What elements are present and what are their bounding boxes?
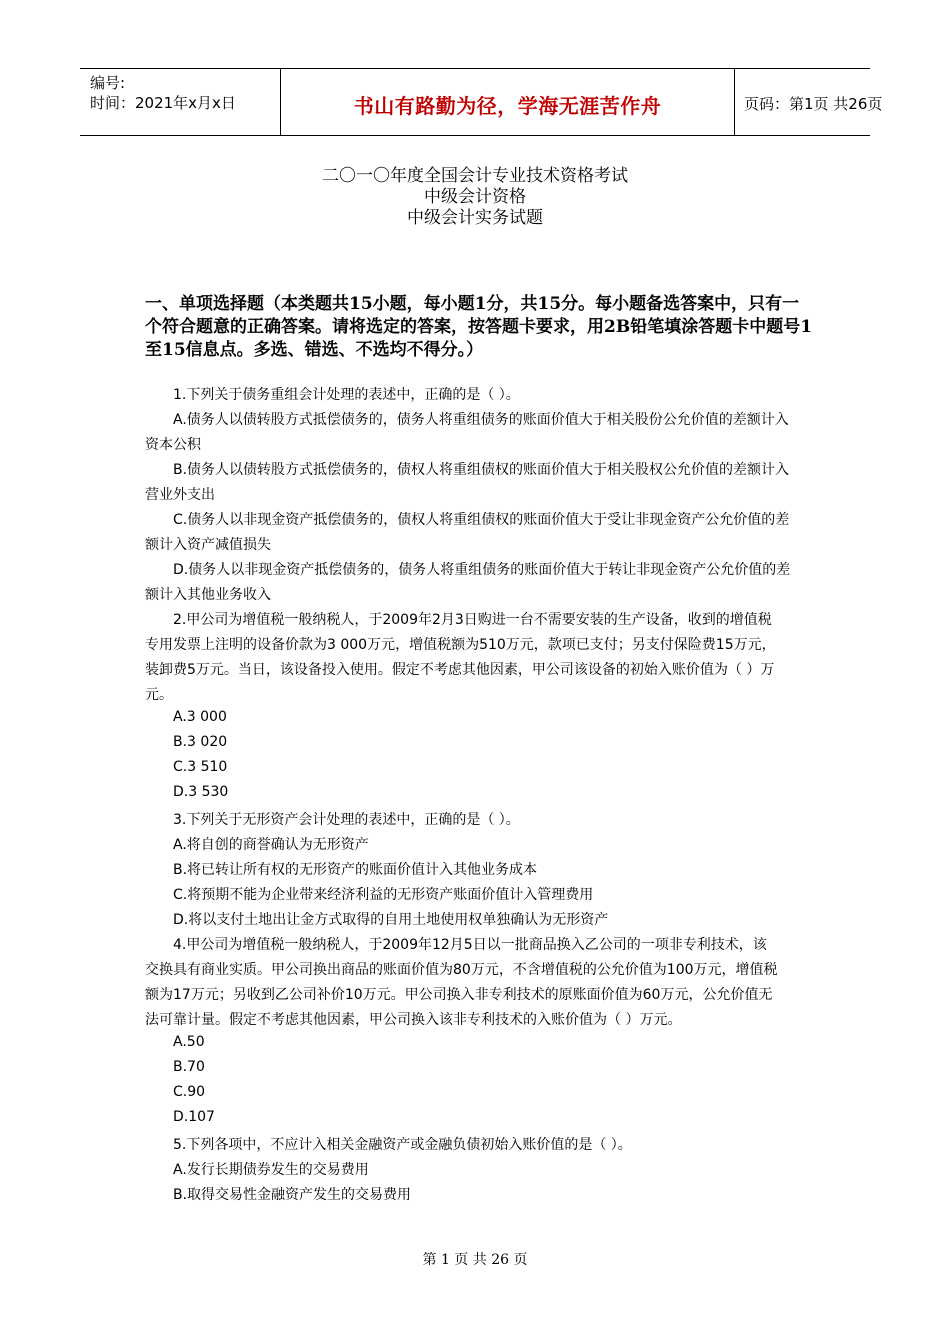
- option-1c-cont: 额计入资产减值损失: [145, 537, 271, 553]
- option-4b: B.70: [173, 1059, 205, 1075]
- serial-label: 编号:: [90, 74, 126, 92]
- header-meta-cell: [80, 69, 281, 135]
- exam-subtitle: 中级会计资格: [424, 187, 526, 207]
- option-2c: C.3 510: [173, 759, 228, 775]
- motto: 书山有路勤为径，学海无涯苦作舟: [353, 94, 662, 118]
- header-table: [80, 68, 883, 136]
- question-4: 4.甲公司为增值税一般纳税人，于2009年12月5日以一批商品换入乙公司的一项非专利技术，该: [173, 937, 767, 953]
- question-5: 5.下列各项中，不应计入相关金融资产或金融负债初始入账价值的是（ ）。: [173, 1137, 632, 1153]
- question-2-cont-3: 元。: [145, 687, 173, 703]
- time-label: 时间：2021年x月x日: [90, 94, 236, 112]
- question-1: 1.下列关于债务重组会计处理的表述中，正确的是（ ）。: [173, 387, 520, 403]
- question-2: 2.甲公司为增值税一般纳税人，于2009年2月3日购进一台不需要安装的生产设备，收到的增值税: [173, 612, 772, 628]
- option-3a: A.将自创的商誉确认为无形资产: [173, 837, 369, 853]
- question-4-cont-2: 额为17万元；另收到乙公司补价10万元。甲公司换入非专利技术的原账面价值为60万元，公允价值无: [145, 987, 773, 1003]
- option-5a: A.发行长期债券发生的交易费用: [173, 1162, 369, 1178]
- option-1a: A.债务人以债转股方式抵偿债务的，债务人将重组债务的账面价值大于相关股份公允价值的差额计入: [173, 412, 789, 428]
- option-5b: B.取得交易性金融资产发生的交易费用: [173, 1187, 412, 1203]
- page-footer: 第 1 页 共 26 页: [422, 1252, 528, 1268]
- page-info: 页码：第1页 共26页: [744, 95, 883, 113]
- option-4d: D.107: [173, 1109, 215, 1125]
- header-page-cell: [735, 69, 883, 135]
- question-4-cont-3: 法可靠计量。假定不考虑其他因素，甲公司换入该非专利技术的入账价值为（ ）万元。: [145, 1012, 682, 1028]
- option-1b-cont: 营业外支出: [145, 487, 215, 503]
- option-1a-cont: 资本公积: [145, 437, 201, 453]
- option-4c: C.90: [173, 1084, 206, 1100]
- option-2a: A.3 000: [173, 709, 227, 725]
- option-1c: C.债务人以非现金资产抵偿债务的，债权人将重组债权的账面价值大于受让非现金资产公允价值的差: [173, 512, 790, 528]
- exam-paper-title: 中级会计实务试题: [407, 208, 543, 228]
- header-motto-cell: [281, 69, 735, 135]
- option-3c: C.将预期不能为企业带来经济利益的无形资产账面价值计入管理费用: [173, 887, 594, 903]
- option-1b: B.债务人以债转股方式抵偿债务的，债权人将重组债权的账面价值大于相关股权公允价值的差额计入: [173, 462, 790, 478]
- exam-title: 二〇一〇年度全国会计专业技术资格考试: [322, 166, 628, 186]
- option-3b: B.将已转让所有权的无形资产的账面价值计入其他业务成本: [173, 862, 538, 878]
- option-1d-cont: 额计入其他业务收入: [145, 587, 271, 603]
- option-2b: B.3 020: [173, 734, 228, 750]
- option-2d: D.3 530: [173, 784, 229, 800]
- section-heading: 一、单项选择题（本类题共15小题，每小题1分，共15分。每小题备选答案中，只有一个符合题意的正确答案。请将选定的答案，按答题卡要求，用2B铅笔填涂答题卡中题号1至15信息点。多选、错选、不选均不得分。）: [145, 294, 813, 360]
- option-4a: A.50: [173, 1034, 205, 1050]
- question-3: 3.下列关于无形资产会计处理的表述中，正确的是（ ）。: [173, 812, 520, 828]
- question-4-cont-1: 交换具有商业实质。甲公司换出商品的账面价值为80万元，不含增值税的公允价值为100万元，增值税: [145, 962, 778, 978]
- question-2-cont-2: 装卸费5万元。当日，该设备投入使用。假定不考虑其他因素，甲公司该设备的初始入账价值为（ ）万: [145, 662, 775, 678]
- question-2-cont-1: 专用发票上注明的设备价款为3 000万元，增值税额为510万元，款项已支付；另支付保险费15万元，: [145, 637, 776, 653]
- option-3d: D.将以支付土地出让金方式取得的自用土地使用权单独确认为无形资产: [173, 912, 609, 928]
- option-1d: D.债务人以非现金资产抵偿债务的，债务人将重组债务的账面价值大于转让非现金资产公允价值的差: [173, 562, 791, 578]
